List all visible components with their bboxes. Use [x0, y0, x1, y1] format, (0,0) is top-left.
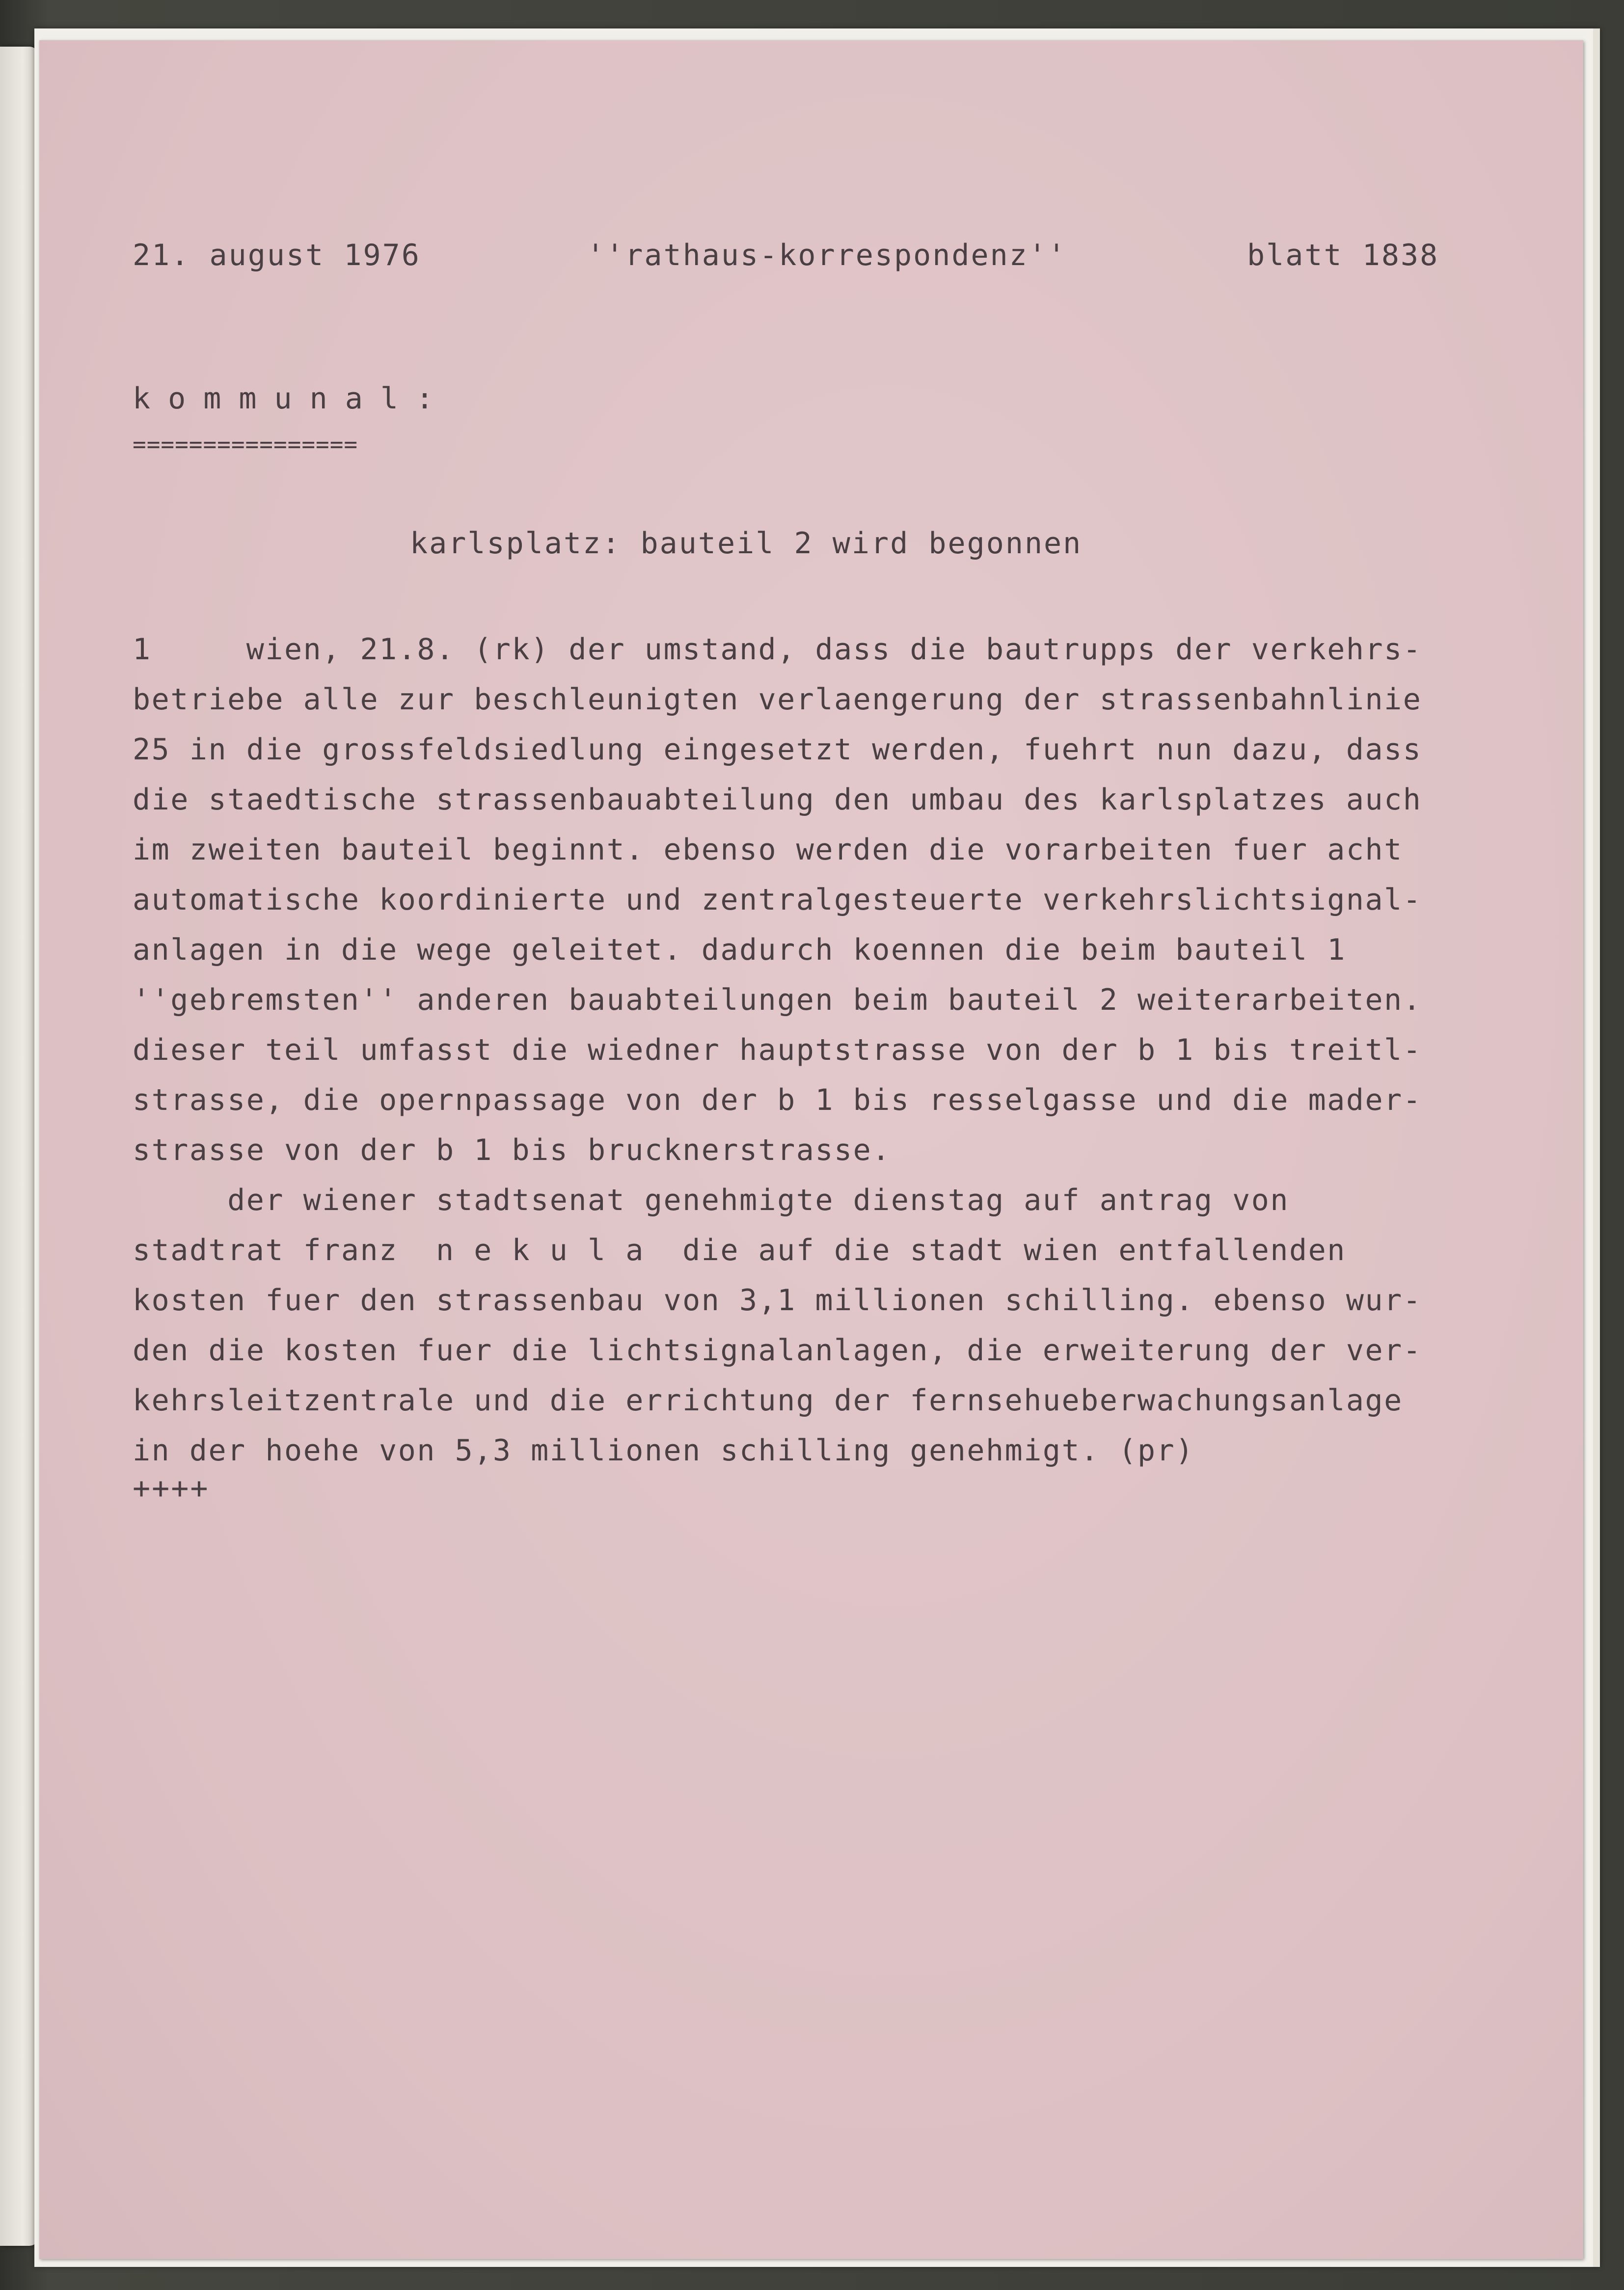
- body-line: kehrsleitzentrale und die errichtung der fernsehueberwachungsanlage: [133, 1383, 1403, 1418]
- body-line: in der hoehe von 5,3 millionen schilling genehmigt. (pr): [133, 1433, 1194, 1468]
- body-line: die staedtische strassenbauabteilung den umbau des karlsplatzes auch: [133, 782, 1422, 817]
- body-line: im zweiten bauteil beginnt. ebenso werden die vorarbeiten fuer acht: [133, 833, 1403, 867]
- body-line: betriebe alle zur beschleunigten verlaengerung der strassenbahnlinie: [133, 682, 1422, 717]
- header-page-number: blatt 1838: [1247, 238, 1439, 272]
- body-line: kosten fuer den strassenbau von 3,1 millionen schilling. ebenso wur-: [133, 1283, 1422, 1318]
- body-line: automatische koordinierte und zentralgesteuerte verkehrslichtsignal-: [133, 883, 1422, 917]
- body-line: strasse, die opernpassage von der b 1 bis resselgasse und die mader-: [133, 1083, 1422, 1117]
- header-date: 21. august 1976: [133, 238, 421, 272]
- body-line: stadtrat franz n e k u l a die auf die stadt wien entfallenden: [133, 1233, 1346, 1267]
- end-mark: ++++: [133, 1471, 210, 1506]
- body-line: strasse von der b 1 bis brucknerstrasse.: [133, 1133, 891, 1167]
- document-page: [39, 40, 1583, 2259]
- body-line: ''gebremsten'' anderen bauabteilungen beim bauteil 2 weiterarbeiten.: [133, 983, 1422, 1017]
- body-line: dieser teil umfasst die wiedner hauptstrasse von der b 1 bis treitl-: [133, 1033, 1422, 1067]
- body-line: 25 in die grossfeldsiedlung eingesetzt werden, fuehrt nun dazu, dass: [133, 732, 1422, 767]
- article-headline: karlsplatz: bauteil 2 wird begonnen: [410, 526, 1083, 561]
- section-underline: ================: [133, 431, 358, 458]
- body-line: anlagen in die wege geleitet. dadurch koennen die beim bauteil 1: [133, 933, 1346, 967]
- body-line: 1 wien, 21.8. (rk) der umstand, dass die bautrupps der verkehrs-: [133, 632, 1422, 667]
- binder-edge: [0, 47, 38, 2246]
- body-line: den die kosten fuer die lichtsignalanlagen, die erweiterung der ver-: [133, 1333, 1422, 1368]
- section-title: kommunal:: [133, 381, 452, 416]
- article-body: [133, 624, 1566, 1476]
- body-line: der wiener stadtsenat genehmigte dienstag auf antrag von: [133, 1183, 1290, 1217]
- header-publication: ''rathaus-korrespondenz'': [587, 238, 1067, 272]
